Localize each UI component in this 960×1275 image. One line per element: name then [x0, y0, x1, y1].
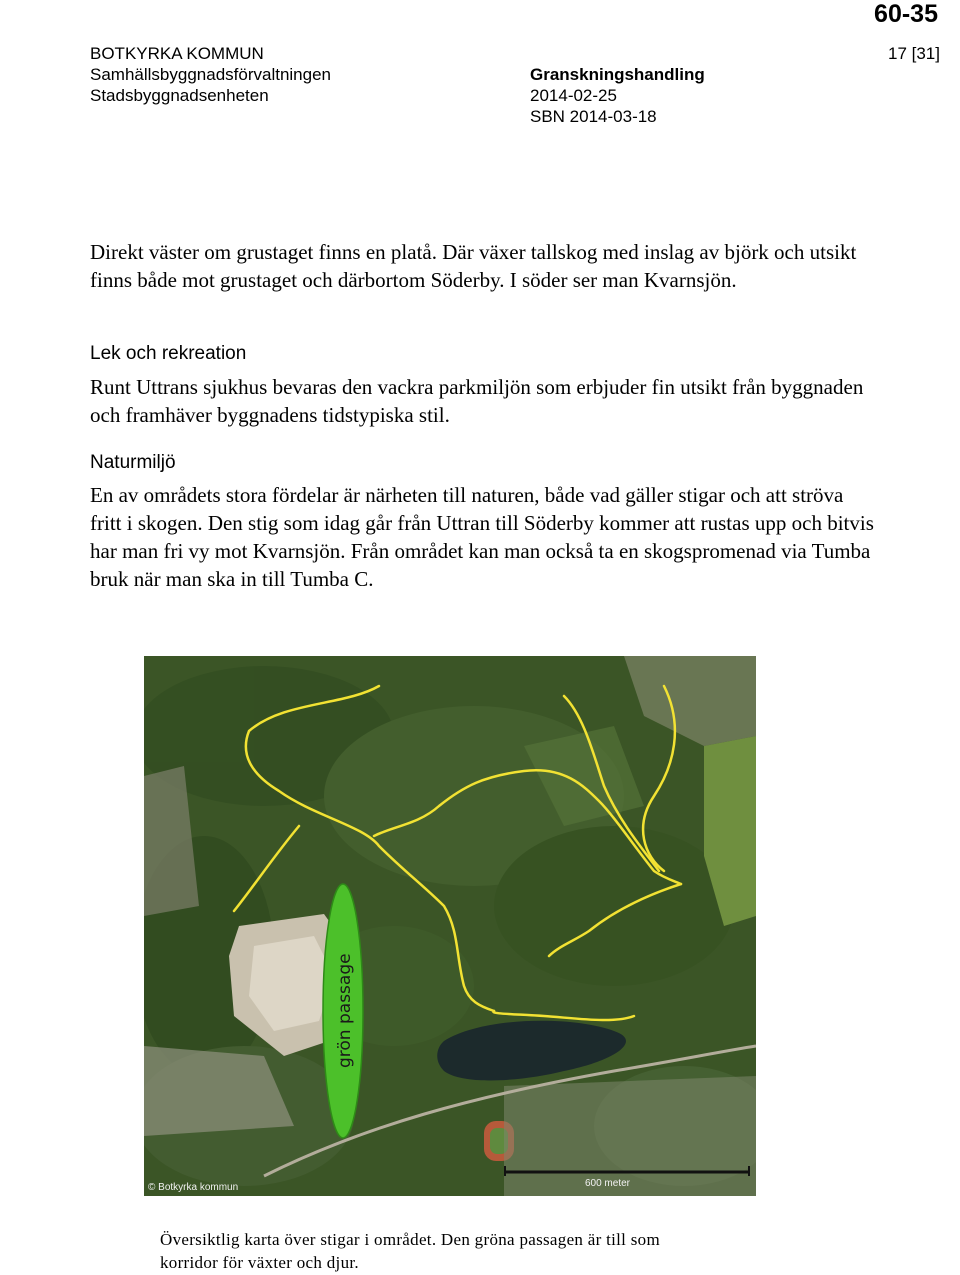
map-graphic: [144, 656, 756, 1196]
header-department: Samhällsbyggnadsförvaltningen: [90, 65, 331, 84]
map-copyright: © Botkyrka kommun: [148, 1182, 239, 1193]
green-passage-label: grön passage: [335, 953, 355, 1068]
header-date: 2014-02-25: [530, 86, 617, 105]
intro-paragraph: Direkt väster om grustaget finns en platå. Där växer tallskog med inslag av björk och utsikt finns både mot grustaget och därbortom Söderby. I söder ser man Kvarnsjön.: [90, 240, 857, 292]
header-sbn-date: SBN 2014-03-18: [530, 107, 657, 126]
map-caption: Översiktlig karta över stigar i området. Den gröna passagen är till som korridor för växter och djur.: [160, 1230, 660, 1272]
header-document-type: Granskningshandling: [530, 65, 705, 84]
page-number: 17 [31]: [888, 44, 940, 63]
residential-southeast: [504, 1076, 756, 1196]
header-unit: Stadsbyggnadsenheten: [90, 86, 269, 105]
scale-bar-label: 600 meter: [584, 1178, 630, 1189]
trail-map-aerial: [144, 656, 756, 1196]
header-organization: BOTKYRKA KOMMUN: [90, 44, 264, 63]
section-heading-lek-och-rekreation: Lek och rekreation: [90, 343, 247, 364]
section-paragraph-lek-och-rekreation: Runt Uttrans sjukhus bevaras den vackra parkmiljön som erbjuder fin utsikt från byggnaden och framhäver byggnadens tidstypiska stil.: [90, 375, 864, 427]
document-number: 60-35: [874, 0, 938, 28]
section-paragraph-naturmiljo: En av områdets stora fördelar är närheten till naturen, både vad gäller stigar och att ströva fritt i skogen. Den stig som idag går från Uttran till Söderby kommer att rustas upp och bitvis har man fri vy mot Kvarnsjön. Från området kan man också ta en skogspromenad via Tumba bruk när man ska in till Tumba C.: [90, 483, 874, 591]
section-heading-naturmiljo: Naturmiljö: [90, 452, 176, 473]
